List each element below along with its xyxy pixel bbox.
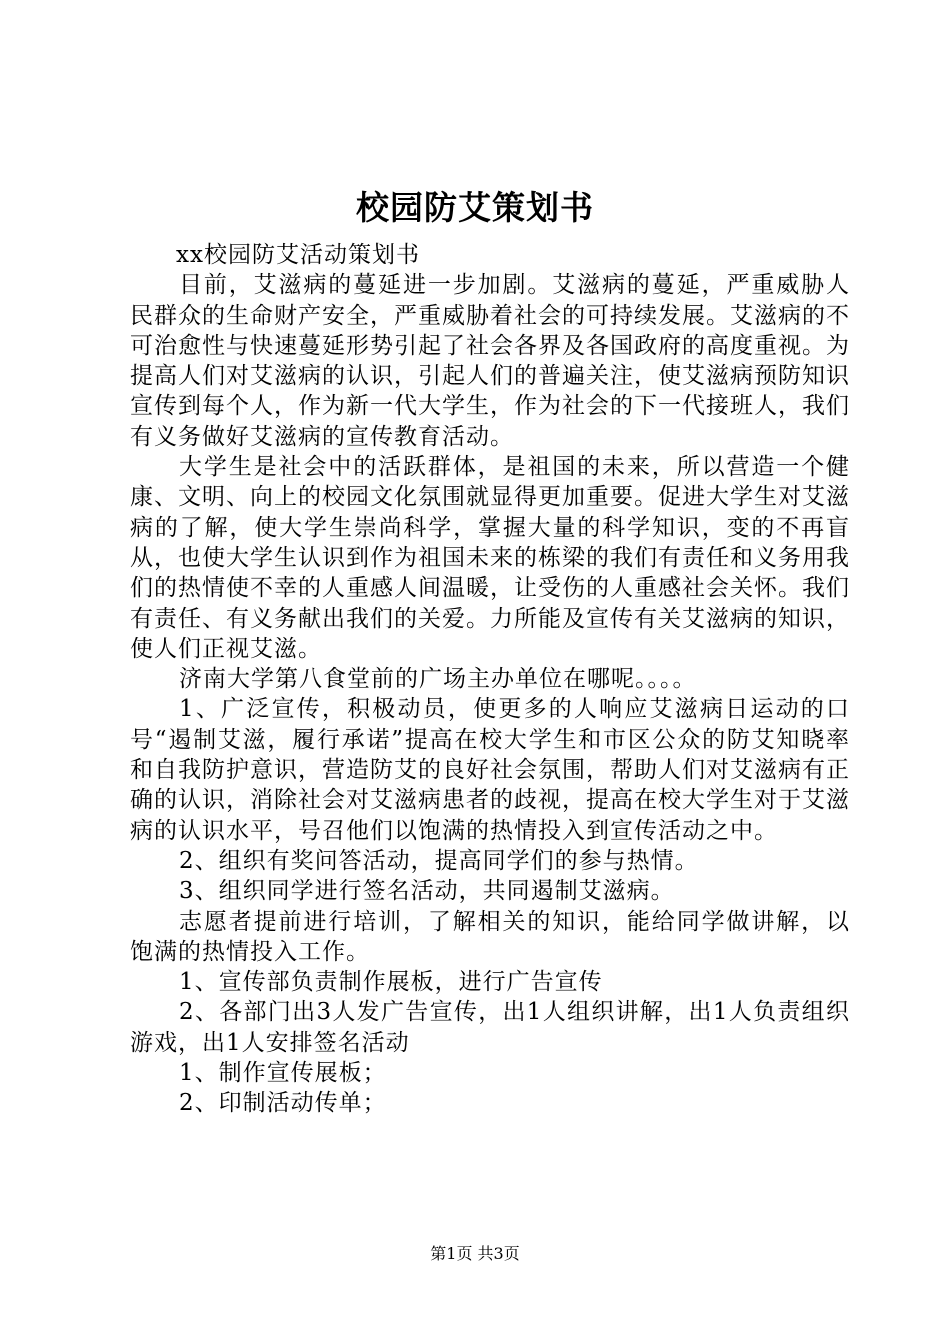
document-body [130,240,850,1119]
paragraph-item-3: 3、组织同学进行签名活动，共同遏制艾滋病。 [179,878,675,905]
paragraph-division-2: 2、各部门出3人发广告宣传，出1人组织讲解，出1人负责组织游戏，出1人安排签名活动 [130,999,850,1056]
page-title: 校园防艾策划书 [356,188,594,227]
paragraph-volunteers: 志愿者提前进行培训，了解相关的知识，能给同学做讲解，以饱满的热情投入工作。 [130,908,850,965]
paragraph-division-1: 1、宣传部负责制作展板，进行广告宣传 [179,969,603,996]
paragraph-item-2: 2、组织有奖问答活动，提高同学们的参与热情。 [179,847,699,874]
page-footer: 第1页 共3页 [430,1244,520,1263]
document-subtitle: xx校园防艾活动策划书 [176,242,420,268]
paragraph-intro: 目前，艾滋病的蔓延进一步加剧。艾滋病的蔓延，严重威胁人民群众的生命财产安全，严重威胁着社会的可持续发展。艾滋病的不可治愈性与快速蔓延形势引起了社会各界及各国政府的高度重视。为提高人们对艾滋病的认识，引起人们的普遍关注，使艾滋病预防知识宣传到每个人，作为新一代大学生，作为社会的下一代接班人，我们有义务做好艾滋病的宣传教育活动。 [130,272,850,450]
paragraph-students: 大学生是社会中的活跃群体，是祖国的未来，所以营造一个健康、文明、向上的校园文化氛围就显得更加重要。促进大学生对艾滋病的了解，使大学生崇尚科学，掌握大量的科学知识，变的不再盲从，也使大学生认识到作为祖国未来的栋梁的我们有责任和义务用我们的热情使不幸的人重感人间温暖，让受伤的人重感社会关怀。我们有责任、有义务献出我们的关爱。力所能及宣传有关艾滋病的知识，使人们正视艾滋。 [130,454,850,662]
paragraph-item-1: 1、广泛宣传，积极动员，使更多的人响应艾滋病日运动的口号“遏制艾滋，履行承诺”提高在校大学生和市区公众的防艾知晓率和自我防护意识，营造防艾的良好社会氛围，帮助人们对艾滋病有正确的认识，消除社会对艾滋病患者的歧视，提高在校大学生对于艾滋病的认识水平，号召他们以饱满的热情投入到宣传活动之中。 [130,696,850,844]
paragraph-prep-1: 1、制作宣传展板； [179,1060,387,1087]
paragraph-prep-2: 2、印制活动传单； [179,1090,387,1117]
paragraph-location: 济南大学第八食堂前的广场主办单位在哪呢。。。。 [179,666,697,693]
